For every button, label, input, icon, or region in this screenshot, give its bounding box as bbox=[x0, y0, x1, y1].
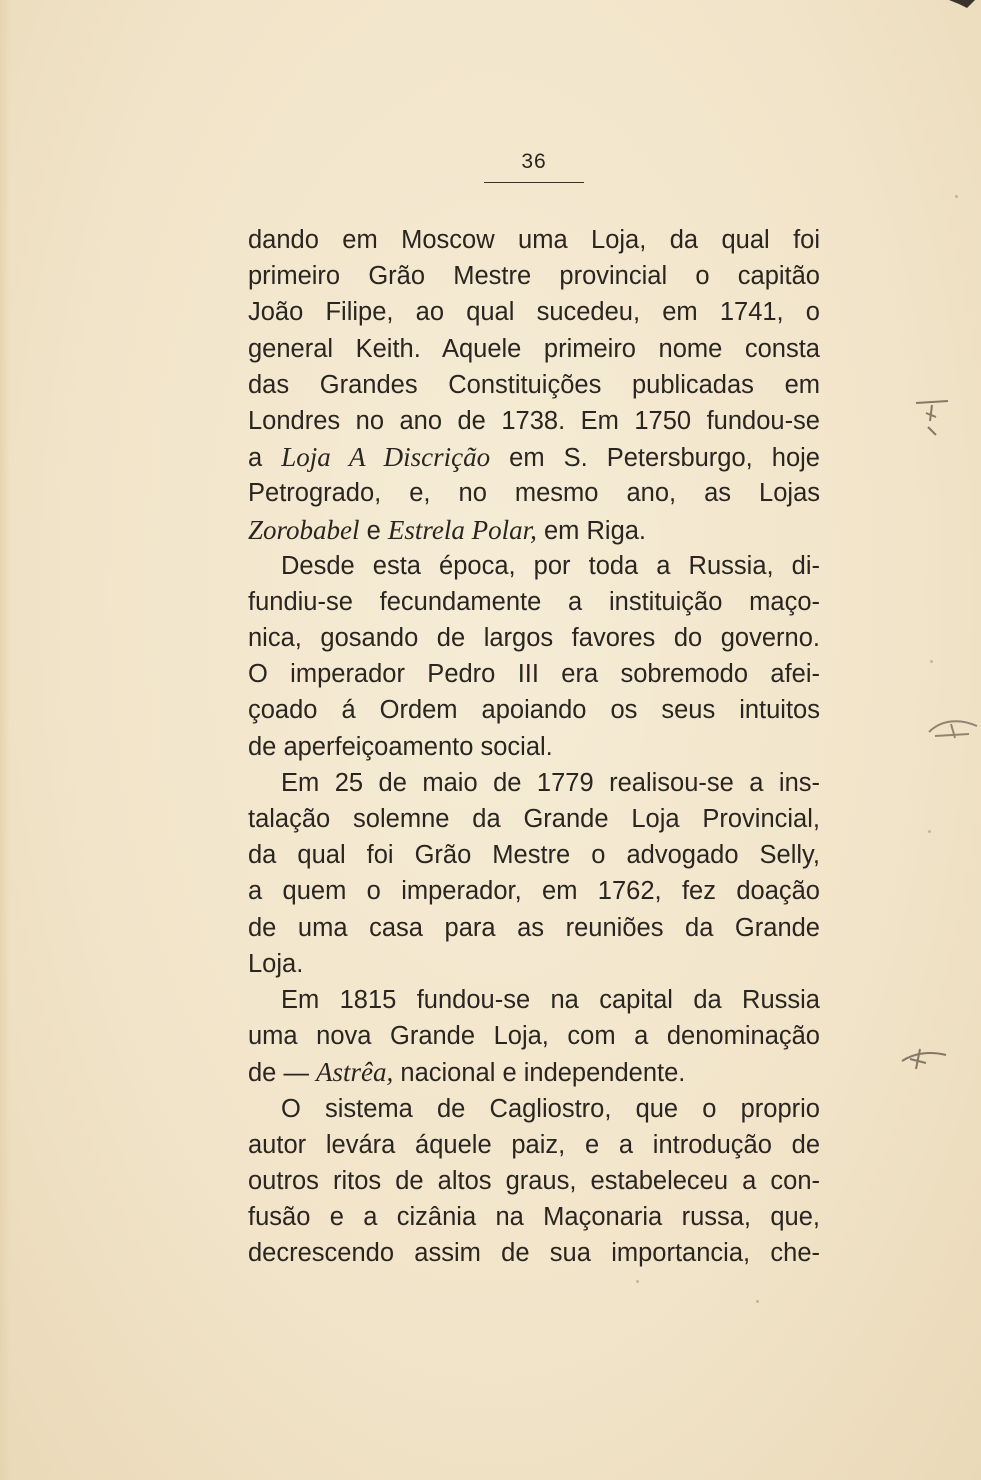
text-line: talação solemne da Grande Loja Provincial, bbox=[248, 805, 820, 833]
page-corner-mark bbox=[945, 0, 981, 14]
text-line: de aperfeiçoamento social. bbox=[248, 732, 553, 761]
text-line: çoado á Ordem apoiando os seus intuitos bbox=[248, 696, 820, 725]
paper-speck bbox=[756, 1300, 759, 1303]
text-line: dando em Moscow uma Loja, da qual foi bbox=[248, 226, 820, 254]
italic-lodge-name: Loja A Discrição bbox=[281, 442, 491, 473]
italic-lodge-name: Zorobabel bbox=[248, 514, 360, 545]
text-line: Desde esta época, por toda a Russia, di- bbox=[281, 551, 820, 580]
page-number-rule bbox=[484, 182, 584, 183]
text-line: Petrogrado, e, no mesmo ano, as Lojas bbox=[248, 479, 820, 508]
text-line: Em 25 de maio de 1779 realisou-se a ins- bbox=[281, 768, 820, 797]
paper-speck bbox=[928, 830, 931, 833]
text-line: João Filipe, ao qual sucedeu, em 1741, o bbox=[248, 298, 820, 327]
text-line: O sistema de Cagliostro, que o proprio bbox=[281, 1094, 820, 1123]
text-line: das Grandes Constituições publicadas em bbox=[248, 370, 820, 399]
margin-pencil-mark-icon bbox=[896, 1035, 952, 1075]
text-line: autor levára áquele paiz, e a introdução de bbox=[248, 1130, 820, 1159]
text-line: Loja. bbox=[248, 949, 304, 978]
text-line: Londres no ano de 1738. Em 1750 fundou-se bbox=[248, 406, 820, 435]
text-line: fusão e a cizânia na Maçonaria russa, que, bbox=[248, 1203, 820, 1232]
text-line: de uma casa para as reuniões da Grande bbox=[248, 913, 820, 942]
paper-speck bbox=[930, 660, 933, 663]
text-line: Em 1815 fundou-se na capital da Russia bbox=[281, 985, 820, 1014]
text-line: nica, gosando de largos favores do governo. bbox=[248, 624, 820, 653]
italic-lodge-name: Astrêa, bbox=[316, 1057, 394, 1088]
text-line: O imperador Pedro III era sobremodo afei- bbox=[248, 660, 820, 689]
text-line: da qual foi Grão Mestre o advogado Selly, bbox=[248, 841, 820, 870]
text-line: de — Astrêa, nacional e independente. bbox=[248, 1057, 686, 1088]
text-line: fundiu-se fecundamente a instituição maço- bbox=[248, 587, 820, 616]
text-line: primeiro Grão Mestre provincial o capitão bbox=[248, 262, 820, 291]
text-line: a quem o imperador, em 1762, fez doação bbox=[248, 877, 820, 906]
text-line: uma nova Grande Loja, com a denominação bbox=[248, 1022, 820, 1051]
paper-speck bbox=[955, 195, 958, 198]
body-text bbox=[248, 222, 820, 1271]
text-line: a Loja A Discrição em S. Petersburgo, hoje bbox=[248, 442, 820, 473]
text-line: decrescendo assim de sua importancia, che- bbox=[248, 1239, 820, 1268]
margin-pencil-mark-icon bbox=[910, 395, 954, 445]
page-edge-shadow bbox=[0, 0, 10, 1480]
italic-lodge-name: Estrela Polar, bbox=[387, 514, 537, 545]
text-line: Zorobabel e Estrela Polar, em Riga. bbox=[248, 514, 647, 545]
text-line: outros ritos de altos graus, estabeleceu a con- bbox=[248, 1166, 820, 1195]
text-line: general Keith. Aquele primeiro nome consta bbox=[248, 334, 820, 363]
margin-pencil-mark-icon bbox=[925, 712, 981, 746]
paper-speck bbox=[636, 1280, 639, 1283]
page-number: 36 bbox=[521, 150, 547, 173]
